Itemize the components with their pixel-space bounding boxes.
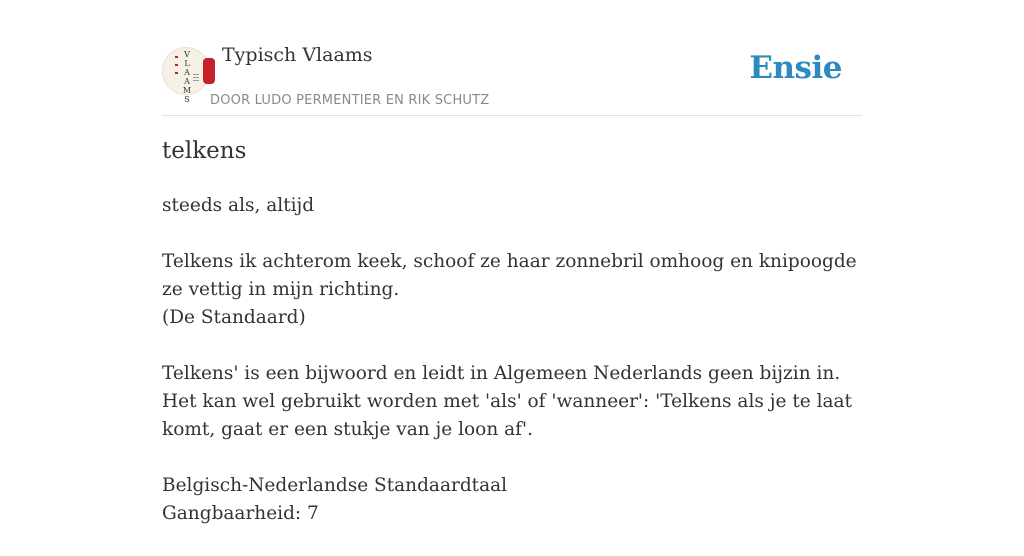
logo-letter: S bbox=[184, 95, 190, 104]
entry-category: Belgisch-Nederlandse Standaardtaal bbox=[162, 475, 508, 496]
byline: DOOR LUDO PERMENTIER EN RIK SCHUTZ bbox=[210, 93, 490, 108]
entry-example: Telkens ik achterom keek, schoof ze haar zonnebril omhoog en knipoogde ze vettig in mijn richting. bbox=[162, 251, 857, 300]
entry-term: telkens bbox=[162, 138, 247, 164]
logo-letters bbox=[182, 50, 192, 104]
entry-rating: Gangbaarheid: 7 bbox=[162, 503, 319, 524]
logo-red-accent bbox=[203, 58, 215, 84]
entry-meta bbox=[162, 472, 862, 528]
entry-example-source: (De Standaard) bbox=[162, 307, 306, 328]
logo-red-tick bbox=[175, 64, 178, 66]
logo-letter: L bbox=[184, 59, 190, 68]
logo-letter: V bbox=[184, 50, 190, 59]
logo-fine-line bbox=[193, 74, 199, 75]
page bbox=[162, 0, 862, 524]
ensie-brand-link[interactable]: Ensie bbox=[749, 50, 842, 86]
entry-definition: steeds als, altijd bbox=[162, 195, 315, 216]
logo-fine-line bbox=[193, 77, 199, 78]
header bbox=[162, 0, 862, 116]
logo-red-tick bbox=[175, 72, 178, 74]
logo-fine-line bbox=[193, 80, 199, 81]
entry-example-block bbox=[162, 248, 862, 332]
logo-red-tick bbox=[175, 56, 178, 58]
site-title[interactable]: Typisch Vlaams bbox=[222, 44, 373, 66]
entry-body bbox=[162, 192, 862, 556]
logo-letter: A bbox=[184, 68, 190, 77]
typisch-vlaams-logo[interactable] bbox=[162, 47, 210, 104]
entry-note: Telkens' is een bijwoord en leidt in Algemeen Nederlands geen bijzin in. Het kan wel gebruikt worden met 'als' of 'wanneer': 'Telkens als je te laat komt, gaat er een stukje van je loon af'. bbox=[162, 363, 852, 440]
logo-letter: A bbox=[184, 77, 190, 86]
logo-letter: M bbox=[182, 86, 192, 95]
